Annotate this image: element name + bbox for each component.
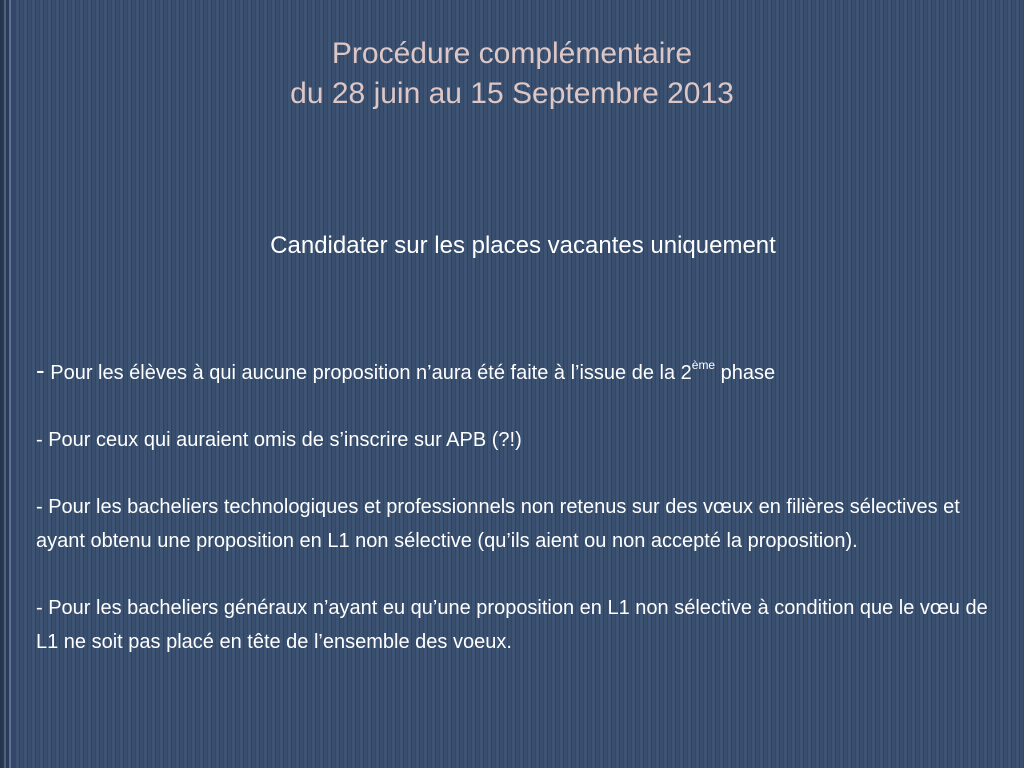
bullet-item: - Pour les bacheliers généraux n’ayant eu qu’une proposition en L1 non sélective à condition que le vœu de L1 ne soit pas placé en tête de l’ensemble des voeux. (36, 597, 988, 653)
bullet-text-end: phase (715, 362, 776, 384)
slide-title (0, 34, 1024, 114)
bullet-item: - Pour les bacheliers technologiques et professionnels non retenus sur des vœux en filières sélectives et ayant obtenu une proposition en L1 non sélective (qu’ils aient ou non accepté la proposition). (36, 496, 960, 552)
bullet-item (36, 353, 1008, 390)
slide-left-border (0, 0, 16, 768)
bullet-list (36, 353, 1008, 692)
bullet-item: - Pour ceux qui auraient omis de s’inscrire sur APB (?!) (36, 429, 522, 451)
bullet-dash: - (36, 355, 45, 385)
bullet-superscript: ème (691, 358, 716, 372)
title-line-2: du 28 juin au 15 Septembre 2013 (290, 77, 734, 110)
bullet-text: Pour les élèves à qui aucune proposition n’aura été faite à l’issue de la 2 (44, 362, 692, 384)
title-line-1: Procédure complémentaire (331, 37, 693, 70)
slide-subtitle: Candidater sur les places vacantes uniquement (270, 232, 776, 259)
